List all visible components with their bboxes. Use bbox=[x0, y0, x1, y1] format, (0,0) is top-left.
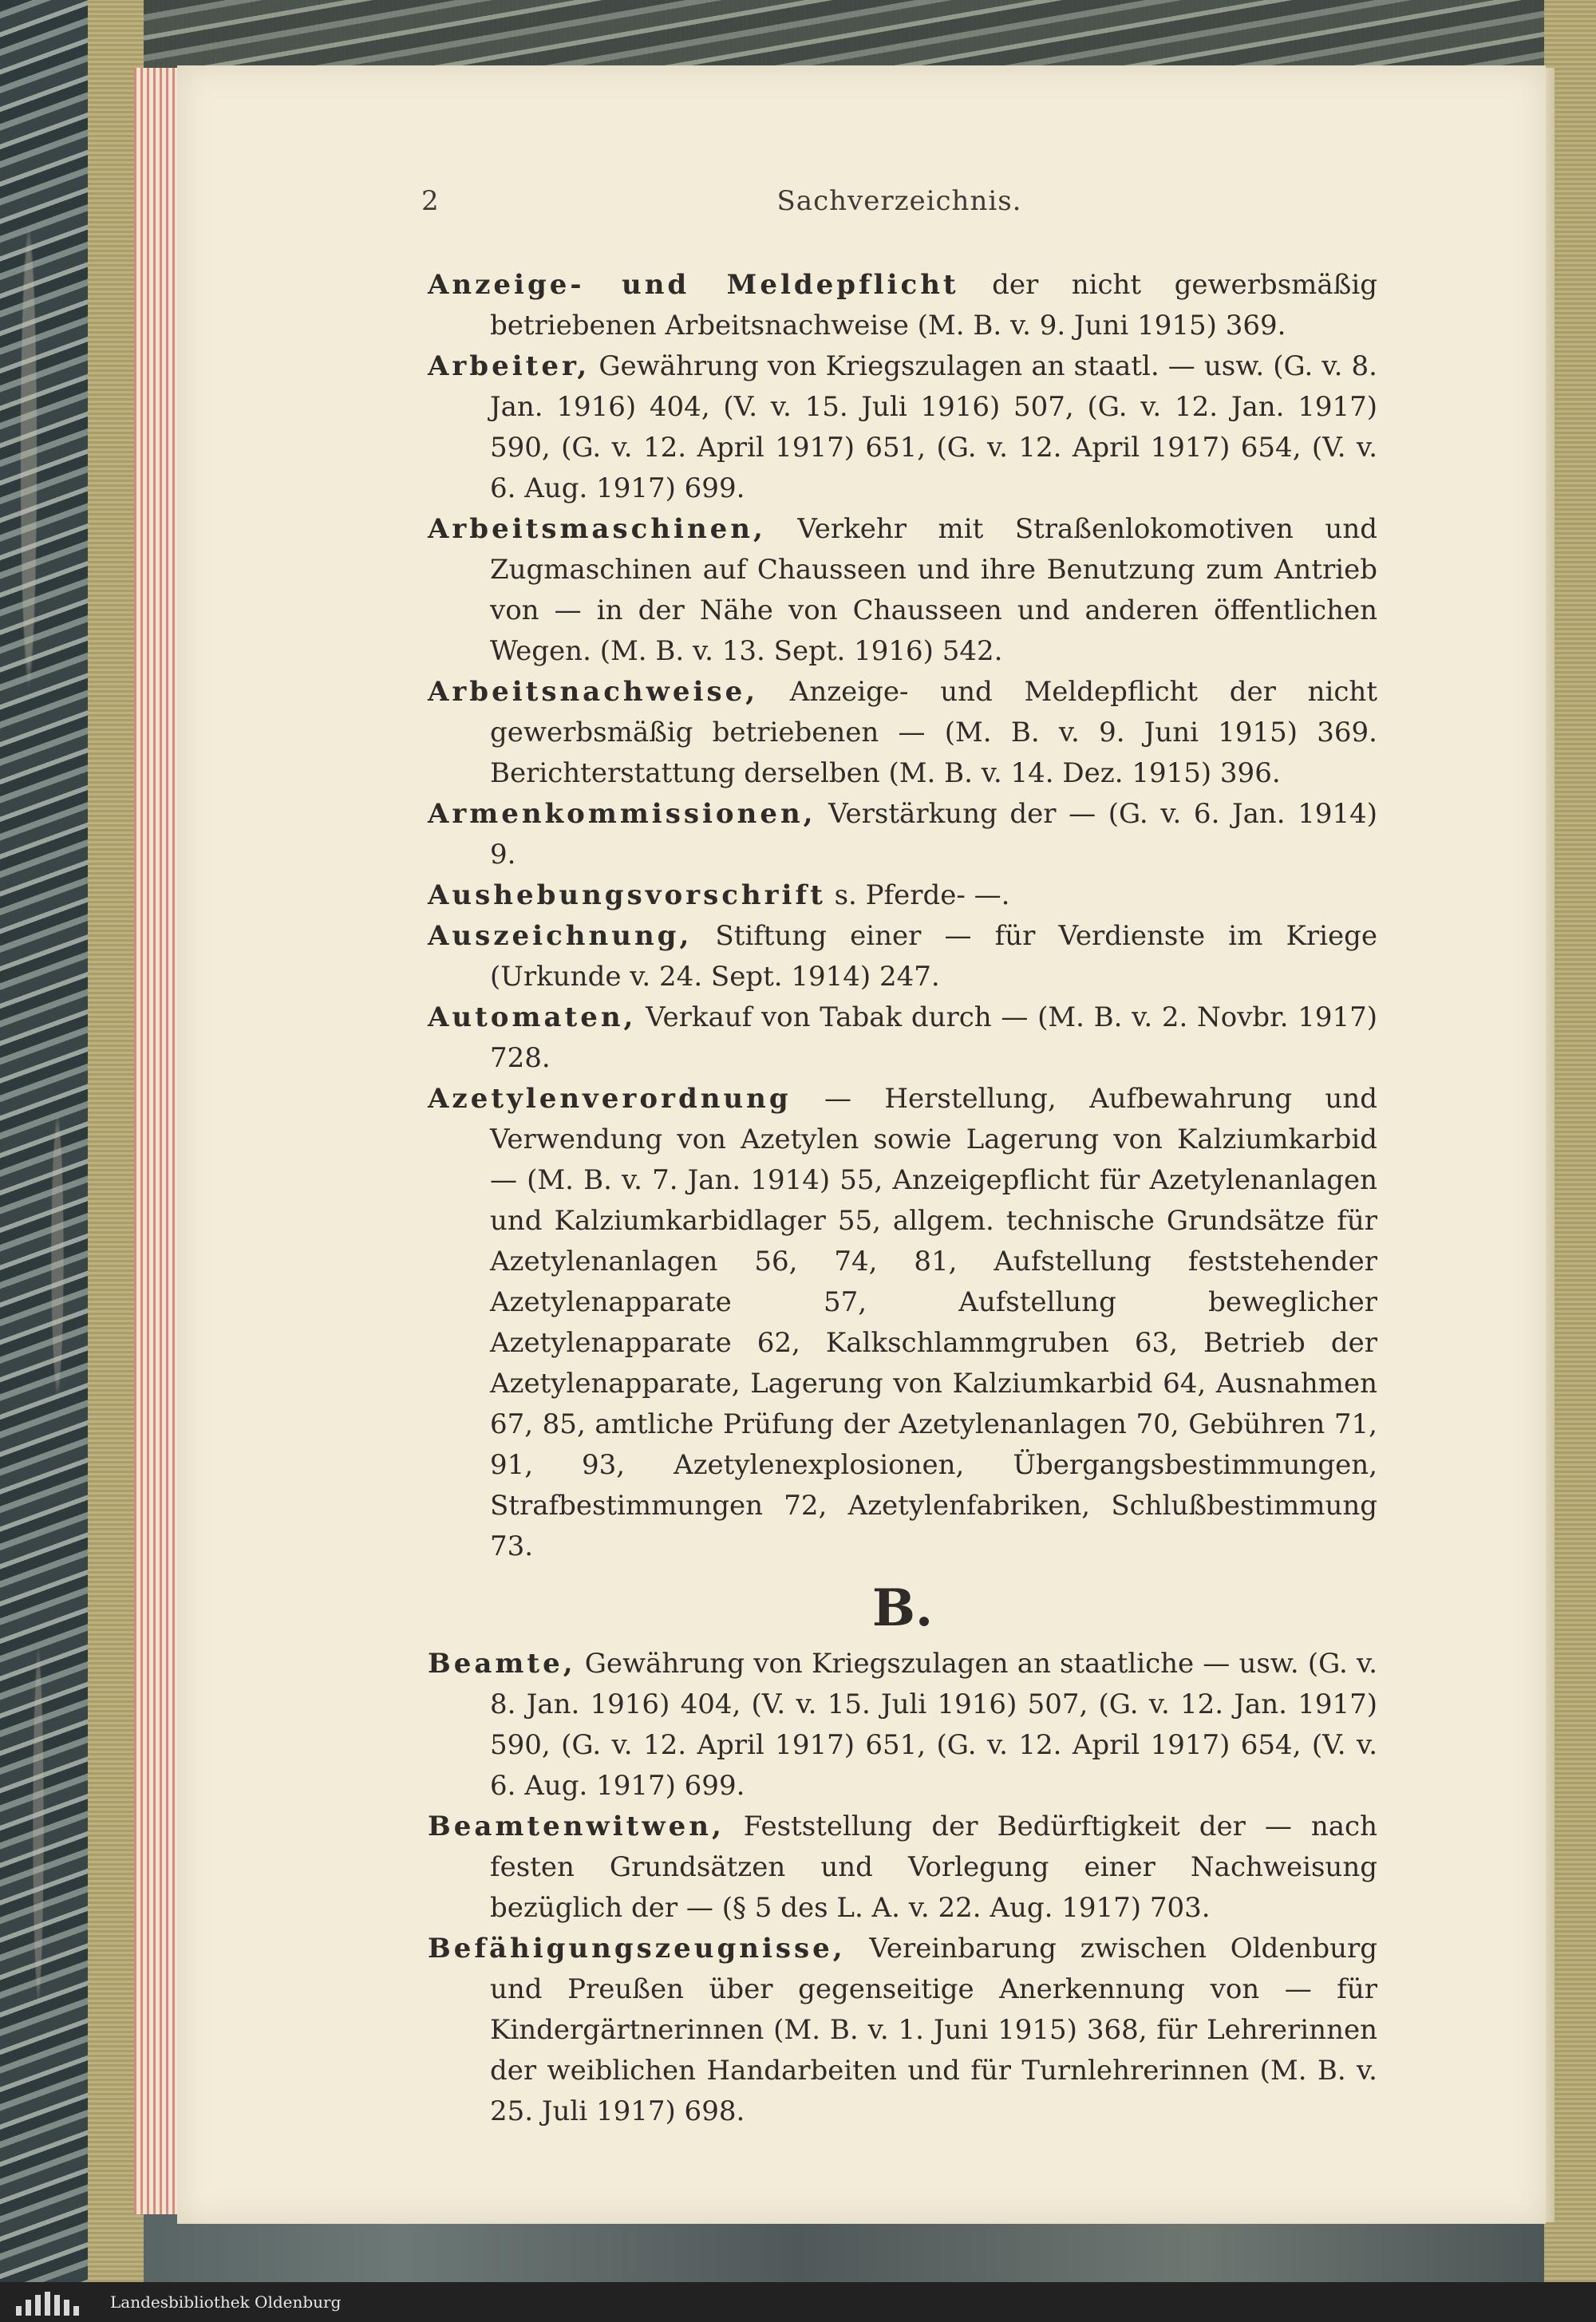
index-entry bbox=[428, 997, 1377, 1079]
index-entry bbox=[428, 1807, 1377, 1929]
entry-text: — Herstellung, Aufbewahrung und Verwendung von Azetylen sowie Lagerung von Kalziumkarbid — (M. B. v. 7. Jan. 1914) 55, Anzeigepflicht für Azetylenanlagen und Kalziumkarbidlager 55, allgem. technische Grundsätze für Azetylenanlagen 56, 74, 81, Aufstellung feststehender Azetylenapparate 57, Aufstellung beweglicher Azetylenapparate 62, Kalkschlammgruben 63, Betrieb der Azetylenapparate, Lagerung von Kalziumkarbid 64, Ausnahmen 67, 85, amtliche Prüfung der Azetylenanlagen 70, Gebühren 71, 91, 93, Azetylenexplosionen, Übergangsbestimmungen, Strafbestimmungen 72, Azetylenfabriken, Schlußbestimmung 73. bbox=[490, 1083, 1377, 1562]
index-entry bbox=[428, 346, 1377, 509]
entry-heading: Arbeitsnachweise, bbox=[428, 676, 759, 708]
index-content bbox=[428, 265, 1377, 2132]
index-entry bbox=[428, 509, 1377, 672]
index-entry bbox=[428, 1079, 1377, 1567]
running-head bbox=[421, 185, 1377, 225]
entry-heading: Anzeige- und Meldepflicht bbox=[428, 269, 959, 301]
library-logo-icon bbox=[13, 2288, 96, 2316]
entry-text: Verstärkung der — (G. v. 6. Jan. 1914) 9. bbox=[490, 798, 1377, 871]
index-entry bbox=[428, 265, 1377, 346]
entry-heading: Auszeichnung, bbox=[428, 920, 693, 952]
section-letter-b: B. bbox=[871, 1578, 934, 1638]
entry-heading: Befähigungszeugnisse, bbox=[428, 1933, 846, 1965]
entry-text: Anzeige- und Meldepflicht der nicht gewerbsmäßig betriebenen — (M. B. v. 9. Juni 1915) 369. Berichterstattung derselben (M. B. v. 14. Dez. 1915) 396. bbox=[490, 676, 1377, 789]
entry-text: Stiftung einer — für Verdienste im Kriege (Urkunde v. 24. Sept. 1914) 247. bbox=[490, 920, 1377, 993]
entries-section-a bbox=[428, 265, 1377, 1567]
entry-text: Verkauf von Tabak durch — (M. B. v. 2. Novbr. 1917) 728. bbox=[490, 1001, 1377, 1074]
marbled-cover-top bbox=[144, 0, 1548, 72]
index-entry bbox=[428, 794, 1377, 875]
page-title: Sachverzeichnis. bbox=[776, 185, 1022, 217]
footer-bar bbox=[0, 2282, 1596, 2322]
index-entry bbox=[428, 1929, 1377, 2132]
entry-heading: Azetylenverordnung bbox=[428, 1083, 792, 1115]
page-edges bbox=[134, 68, 182, 2214]
index-entry bbox=[428, 875, 1377, 916]
entry-heading: Automaten, bbox=[428, 1001, 637, 1033]
entry-heading: Beamtenwitwen, bbox=[428, 1811, 725, 1842]
entry-text: s. Pferde- —. bbox=[825, 879, 1010, 911]
library-name: Landesbibliothek Oldenburg bbox=[110, 2292, 342, 2312]
index-entry bbox=[428, 1644, 1377, 1807]
index-entry bbox=[428, 672, 1377, 794]
page-number: 2 bbox=[421, 185, 439, 217]
entry-heading: Aushebungsvorschrift bbox=[428, 879, 826, 911]
index-entry bbox=[428, 916, 1377, 997]
entry-heading: Arbeiter, bbox=[428, 350, 591, 382]
entries-section-b bbox=[428, 1644, 1377, 2132]
entry-heading: Beamte, bbox=[428, 1648, 576, 1680]
entry-text: der nicht gewerbsmäßig betriebenen Arbeitsnachweise (M. B. v. 9. Juni 1915) 369. bbox=[490, 269, 1377, 342]
entry-text: Gewährung von Kriegszulagen an staatliche — usw. (G. v. 8. Jan. 1916) 404, (V. v. 15. Juli 1916) 507, (G. v. 12. Jan. 1917) 590, (G. v. 12. April 1917) 651, (G. v. 12. April 1917) 654, (V. v. 6. Aug. 1917) 699. bbox=[490, 1648, 1377, 1802]
entry-text: Verkehr mit Straßenlokomotiven und Zugmaschinen auf Chausseen und ihre Benutzung zum Antrieb von — in der Nähe von Chausseen und anderen öffentlichen Wegen. (M. B. v. 13. Sept. 1916) 542. bbox=[490, 513, 1377, 667]
entry-text: Vereinbarung zwischen Oldenburg und Preußen über gegenseitige Anerkennung von — für Kindergärtnerinnen (M. B. v. 1. Juni 1915) 368, für Lehrerinnen der weiblichen Handarbeiten und für Turnlehrerinnen (M. B. v. 25. Juli 1917) 698. bbox=[490, 1933, 1377, 2127]
entry-text: Feststellung der Bedürftigkeit der — nach festen Grundsätzen und Vorlegung einer Nachweisung bezüglich der — (§ 5 des L. A. v. 22. Aug. 1917) 703. bbox=[490, 1811, 1377, 1924]
entry-heading: Armenkommissionen, bbox=[428, 798, 816, 830]
marbled-cover-left bbox=[0, 0, 96, 2282]
entry-text: Gewährung von Kriegszulagen an staatl. — usw. (G. v. 8. Jan. 1916) 404, (V. v. 15. Juli 1916) 507, (G. v. 12. Jan. 1917) 590, (G. v. 12. April 1917) 651, (G. v. 12. April 1917) 654, (V. v. 6. Aug. 1917) 699. bbox=[490, 350, 1377, 504]
entry-heading: Arbeitsmaschinen, bbox=[428, 513, 766, 545]
